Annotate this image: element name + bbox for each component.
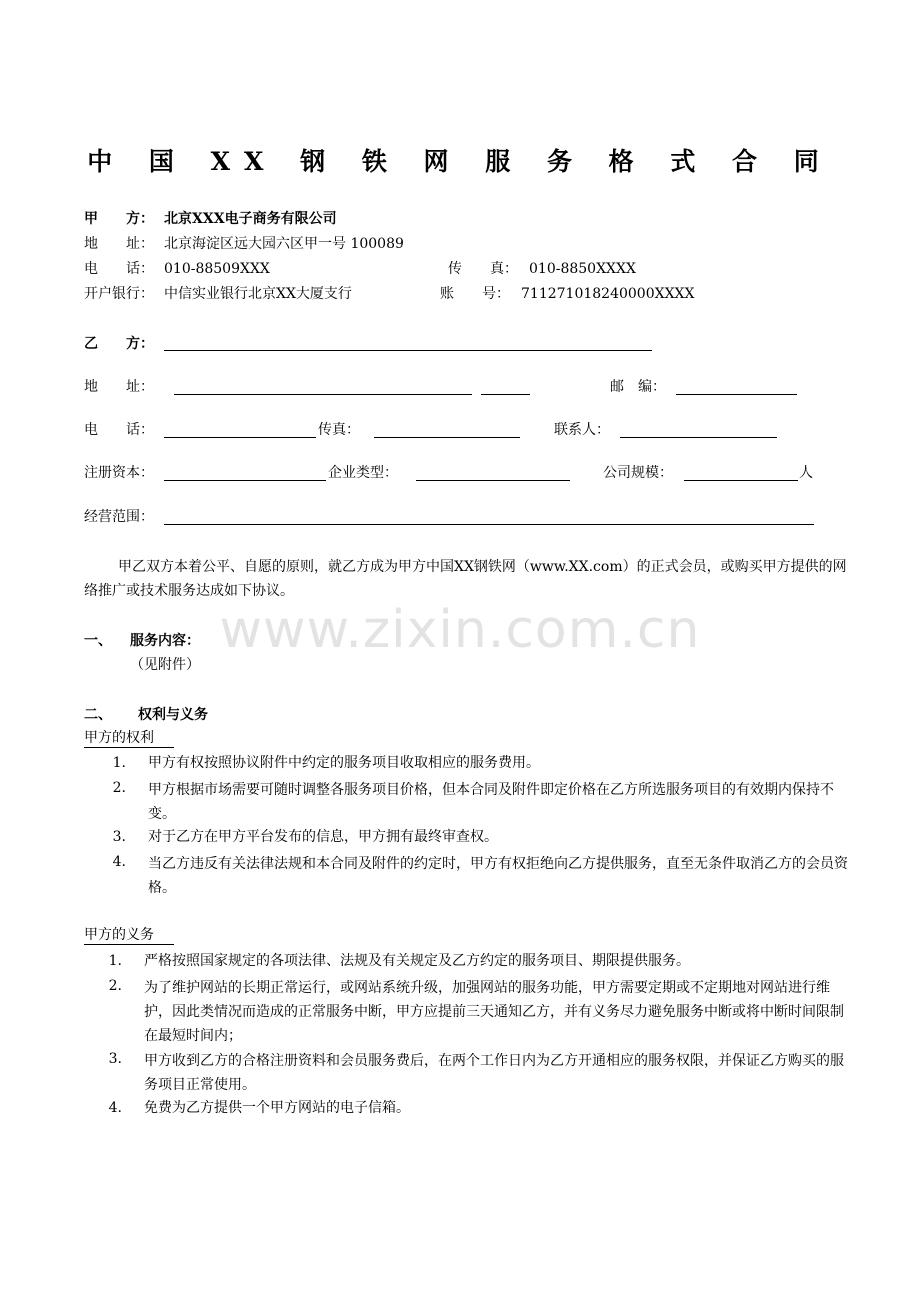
duties-item-number: 4.	[108, 1100, 122, 1116]
party-a-name: 北京XXX电子商务有限公司	[164, 211, 337, 227]
party-a-fax: 010-8850XXXX	[529, 261, 636, 277]
watermark: www.zixin.com.cn	[219, 600, 701, 660]
party-a-address-label: 地 址：	[84, 236, 154, 252]
party-a-bank-label: 开户银行：	[84, 286, 154, 302]
party-b-postcode-field[interactable]	[676, 394, 797, 395]
party-a-fax-label: 传 真：	[448, 261, 518, 277]
duties-heading: 甲方的义务	[84, 926, 174, 945]
document-title: 中 国 XX 钢 铁 网 服 务 格 式 合 同	[87, 147, 833, 176]
rights-item-number: 4.	[112, 854, 126, 870]
section-2-title: 权利与义务	[138, 707, 208, 723]
party-b-contact-field[interactable]	[620, 437, 777, 438]
party-b-fax-label: 传真：	[318, 422, 360, 438]
duties-item: 甲方收到乙方的合格注册资料和会员服务费后，在两个工作日内为乙方开通相应的服务权限，并保证乙方购买的服务项目正常使用。	[144, 1053, 844, 1093]
duties-item: 严格按照国家规定的各项法律、法规及有关规定及乙方约定的服务项目、期限提供服务。	[144, 953, 690, 969]
rights-item-number: 3.	[112, 829, 126, 845]
rights-item: 当乙方违反有关法律法规和本合同及附件的约定时，甲方有权拒绝向乙方提供服务，直至无条件取消乙方的会员资格。	[148, 856, 848, 896]
section-1-note: （见附件）	[130, 657, 200, 673]
party-b-phone-field[interactable]	[164, 437, 316, 438]
party-b-capital-field[interactable]	[164, 480, 326, 481]
rights-item: 对于乙方在甲方平台发布的信息，甲方拥有最终审查权。	[148, 829, 498, 845]
duties-item: 免费为乙方提供一个甲方网站的电子信箱。	[144, 1100, 410, 1116]
party-a-phone-label: 电 话：	[84, 261, 154, 277]
rights-item: 甲方有权按照协议附件中约定的服务项目收取相应的服务费用。	[148, 755, 540, 771]
party-b-name-field[interactable]	[164, 350, 652, 351]
rights-heading: 甲方的权利	[84, 729, 174, 748]
party-b-scale-unit: 人	[799, 465, 813, 481]
duties-item-number: 3.	[108, 1051, 122, 1067]
party-a-name-label: 甲 方：	[84, 211, 154, 227]
party-b-phone-label: 电 话：	[84, 422, 154, 438]
section-1-title: 服务内容：	[130, 633, 200, 649]
party-b-address-label: 地 址：	[84, 379, 154, 395]
party-b-capital-label: 注册资本：	[84, 465, 154, 481]
rights-item-number: 2.	[112, 780, 126, 796]
party-b-scale-label: 公司规模：	[603, 465, 673, 481]
party-b-fax-field[interactable]	[374, 437, 520, 438]
party-b-address-field-2[interactable]	[481, 394, 530, 395]
party-b-scope-label: 经营范围：	[84, 509, 154, 525]
party-a-account-label: 账 号：	[440, 286, 510, 302]
party-b-type-label: 企业类型：	[328, 465, 398, 481]
duties-item: 为了维护网站的长期正常运行，或网站系统升级，加强网站的服务功能，甲方需要定期或不定期地对网站进行维护，因此类情况而造成的正常服务中断，甲方应提前三天通知乙方，并有义务尽力避免服务中断或将中断时间限制在最短时间内；	[144, 980, 844, 1044]
party-b-scope-field[interactable]	[164, 524, 814, 525]
party-b-address-field[interactable]	[174, 394, 472, 395]
party-b-scale-field[interactable]	[684, 480, 798, 481]
party-a-phone: 010-88509XXX	[164, 261, 270, 277]
intro-paragraph: 甲乙双方本着公平、自愿的原则，就乙方成为甲方中国XX钢铁网（www.XX.com）的正式会员，或购买甲方提供的网络推广或技术服务达成如下协议。	[84, 559, 847, 599]
party-b-name-label: 乙 方：	[84, 336, 154, 352]
rights-item: 甲方根据市场需要可随时调整各服务项目价格，但本合同及附件即定价格在乙方所选服务项目的有效期内保持不变。	[148, 782, 834, 822]
party-a-address: 北京海淀区远大园六区甲一号 100089	[164, 236, 404, 252]
party-b-contact-label: 联系人：	[554, 422, 610, 438]
duties-item-number: 1.	[108, 953, 122, 969]
party-a-account: 711271018240000XXXX	[521, 286, 695, 302]
duties-item-number: 2.	[108, 978, 122, 994]
party-b-postcode-label: 邮 编：	[610, 379, 666, 395]
party-b-type-field[interactable]	[416, 480, 570, 481]
section-2-number: 二、	[84, 707, 112, 723]
rights-item-number: 1.	[112, 755, 126, 771]
section-1-number: 一、	[84, 633, 112, 649]
party-a-bank: 中信实业银行北京XX大厦支行	[164, 286, 352, 302]
